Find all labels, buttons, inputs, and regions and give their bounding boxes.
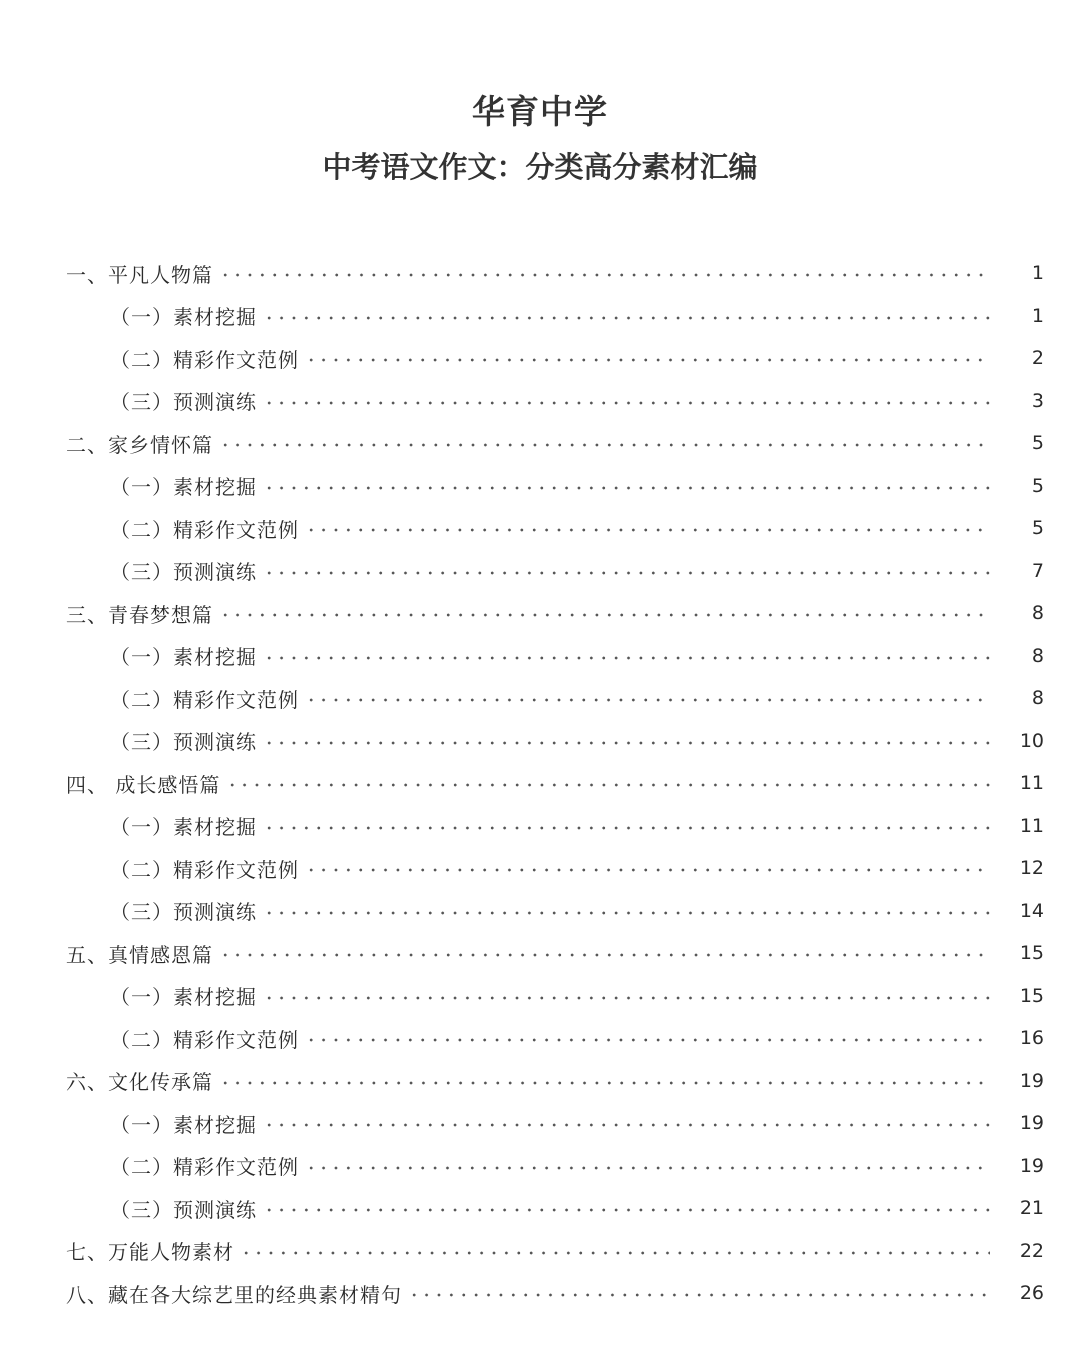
toc-page-number: 3: [1031, 389, 1044, 412]
toc-entry-label: （一）素材挖掘: [110, 645, 257, 669]
toc-dot-leader: [219, 435, 990, 455]
toc-entry-label: （二）精彩作文范例: [110, 857, 299, 882]
toc-dot-leader: [263, 393, 990, 413]
toc-entry-label: 五、真情感恩篇: [66, 942, 213, 967]
toc-dot-leader: [263, 648, 990, 668]
toc-entry-label: （三）预测演练: [110, 560, 257, 584]
toc-section-entry[interactable]: [0, 465, 1080, 507]
toc-dot-leader: [219, 605, 990, 625]
toc-entry-label: （一）素材挖掘: [110, 475, 257, 499]
toc-entry-label: （二）精彩作文范例: [110, 517, 299, 542]
toc-page-number: 16: [1019, 1027, 1044, 1049]
toc-entry-label: （三）预测演练: [110, 900, 257, 924]
toc-entry-label: 七、万能人物素材: [66, 1240, 234, 1264]
toc-section-entry[interactable]: [0, 1145, 1080, 1187]
toc-dot-leader: [226, 775, 990, 795]
toc-dot-leader: [408, 1285, 990, 1305]
toc-entry-label: （二）精彩作文范例: [110, 1027, 299, 1052]
toc-dot-leader: [305, 520, 990, 540]
toc-dot-leader: [263, 478, 990, 498]
toc-page-number: 11: [1019, 772, 1044, 794]
toc-dot-leader: [305, 690, 990, 710]
toc-dot-leader: [263, 563, 990, 583]
toc-page-number: 26: [1019, 1282, 1044, 1304]
toc-page-number: 8: [1031, 687, 1044, 709]
toc-section-entry[interactable]: [0, 635, 1080, 677]
toc-entry-label: 四、 成长感悟篇: [66, 772, 221, 797]
toc-dot-leader: [305, 350, 990, 370]
toc-page-number: 22: [1019, 1239, 1044, 1262]
toc-dot-leader: [305, 1158, 990, 1178]
toc-section-entry[interactable]: [0, 507, 1080, 549]
toc-section-entry[interactable]: [0, 295, 1080, 337]
toc-entry-label: （二）精彩作文范例: [110, 347, 299, 372]
toc-dot-leader: [263, 903, 990, 923]
toc-section-entry[interactable]: [0, 380, 1080, 422]
toc-entry-label: （二）精彩作文范例: [110, 687, 299, 712]
toc-entry-label: 二、家乡情怀篇: [66, 432, 213, 457]
toc-section-entry[interactable]: [0, 1017, 1080, 1059]
toc-dot-leader: [219, 265, 990, 285]
toc-page-number: 11: [1019, 814, 1044, 837]
toc-section-entry[interactable]: [0, 677, 1080, 719]
toc-page-number: 14: [1019, 899, 1044, 922]
toc-chapter-entry[interactable]: [0, 762, 1080, 804]
toc-chapter-entry[interactable]: [0, 1060, 1080, 1102]
toc-page-number: 10: [1019, 729, 1044, 752]
toc-entry-label: （二）精彩作文范例: [110, 1155, 299, 1179]
toc-page-number: 19: [1019, 1154, 1044, 1177]
school-name: 华育中学: [472, 92, 608, 131]
toc-page-number: 19: [1019, 1069, 1044, 1092]
toc-entry-label: （一）素材挖掘: [110, 985, 257, 1009]
toc-entry-label: （三）预测演练: [110, 1197, 257, 1222]
toc-dot-leader: [263, 733, 990, 753]
toc-page-number: 12: [1019, 857, 1044, 879]
toc-section-entry[interactable]: [0, 337, 1080, 379]
toc-section-entry[interactable]: [0, 890, 1080, 932]
toc-section-entry[interactable]: [0, 1102, 1080, 1144]
toc-entry-label: 八、藏在各大综艺里的经典素材精句: [66, 1282, 402, 1307]
toc-dot-leader: [263, 988, 990, 1008]
toc-entry-label: （三）预测演练: [110, 730, 257, 754]
toc-chapter-entry[interactable]: [0, 592, 1080, 634]
toc-chapter-entry[interactable]: [0, 1230, 1080, 1272]
toc-dot-leader: [219, 1073, 990, 1093]
document-title: 中考语文作文：分类高分素材汇编: [322, 150, 758, 184]
toc-page-number: 2: [1031, 347, 1044, 369]
toc-section-entry[interactable]: [0, 975, 1080, 1017]
toc-page-number: 5: [1031, 517, 1044, 539]
toc-dot-leader: [263, 1200, 990, 1220]
toc-entry-label: 三、青春梦想篇: [66, 602, 213, 627]
toc-entry-label: 一、平凡人物篇: [66, 262, 213, 287]
toc-page-number: 5: [1031, 474, 1044, 497]
toc-dot-leader: [263, 1115, 990, 1135]
toc-chapter-entry[interactable]: [0, 252, 1080, 294]
toc-dot-leader: [305, 1030, 990, 1050]
toc-chapter-entry[interactable]: [0, 932, 1080, 974]
toc-page-number: 5: [1031, 432, 1044, 454]
toc-section-entry[interactable]: [0, 805, 1080, 847]
toc-chapter-entry[interactable]: [0, 422, 1080, 464]
toc-page-number: 19: [1019, 1112, 1044, 1134]
toc-section-entry[interactable]: [0, 550, 1080, 592]
toc-dot-leader: [240, 1243, 990, 1263]
toc-entry-label: 六、文化传承篇: [66, 1070, 213, 1094]
toc-dot-leader: [263, 818, 990, 838]
toc-page-number: 21: [1019, 1197, 1044, 1219]
toc-page-number: 1: [1031, 304, 1044, 327]
toc-section-entry[interactable]: [0, 847, 1080, 889]
toc-section-entry[interactable]: [0, 720, 1080, 762]
toc-page-number: 15: [1019, 942, 1044, 964]
toc-chapter-entry[interactable]: [0, 1272, 1080, 1314]
toc-page-number: 8: [1031, 644, 1044, 667]
toc-entry-label: （一）素材挖掘: [110, 815, 257, 839]
toc-entry-label: （一）素材挖掘: [110, 1112, 257, 1137]
toc-dot-leader: [305, 860, 990, 880]
toc-entry-label: （一）素材挖掘: [110, 305, 257, 329]
toc-entry-label: （三）预测演练: [110, 390, 257, 414]
toc-page-number: 15: [1019, 984, 1044, 1007]
toc-dot-leader: [263, 308, 990, 328]
toc-section-entry[interactable]: [0, 1187, 1080, 1229]
toc-page-number: 1: [1031, 262, 1044, 284]
toc-dot-leader: [219, 945, 990, 965]
toc-page-number: 8: [1031, 602, 1044, 624]
toc-page-number: 7: [1031, 559, 1044, 582]
